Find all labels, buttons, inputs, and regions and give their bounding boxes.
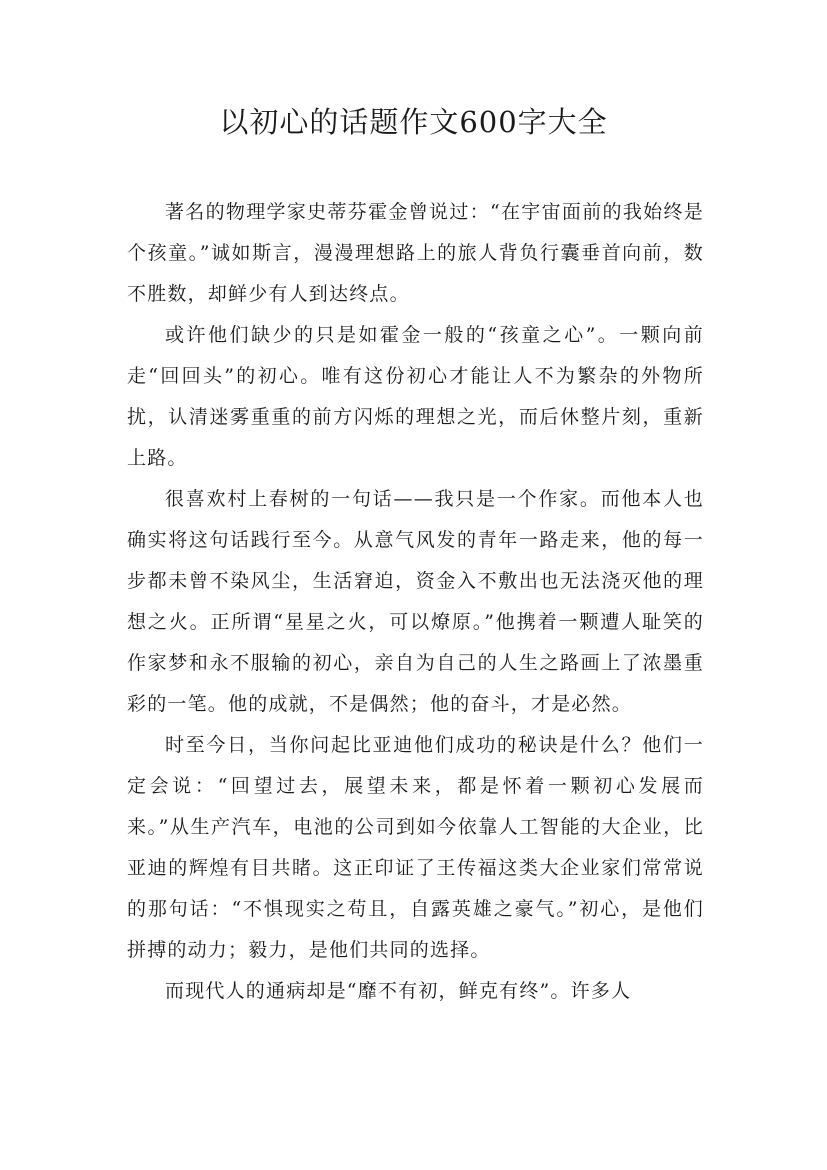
document-title: 以初心的话题作文600字大全 (219, 105, 608, 139)
document-body (127, 192, 704, 1012)
paragraph: 而现代人的通病却是“靡不有初，鲜克有终”。许多人 (165, 980, 632, 1002)
paragraph: 时至今日，当你问起比亚迪他们成功的秘诀是什么？他们一定会说：“回望过去，展望未来，都是怀着一颗初心发展而来。”从生产汽车，电池的公司到如今依靠人工智能的大企业，比亚迪的辉煌有目共睹。这正印证了王传福这类大企业家们常常说的那句话：“不惧现实之苟且，自露英雄之豪气。”初心，是他们拼搏的动力；毅力，是他们共同的选择。 (127, 734, 704, 961)
paragraph: 或许他们缺少的只是如霍金一般的“孩童之心”。一颗向前走“回回头”的初心。唯有这份初心才能让人不为繁杂的外物所扰，认清迷雾重重的前方闪烁的理想之光，而后休整片刻，重新上路。 (127, 324, 704, 469)
paragraph: 很喜欢村上春树的一句话——我只是一个作家。而他本人也确实将这句话践行至今。从意气风发的青年一路走来，他的每一步都未曾不染风尘，生活窘迫，资金入不敷出也无法浇灭他的理想之火。正所谓“星星之火，可以燎原。”他携着一颗遭人耻笑的作家梦和永不服输的初心，亲自为自己的人生之路画上了浓墨重彩的一笔。他的成就，不是偶然；他的奋斗，才是必然。 (127, 488, 704, 715)
paragraph: 著名的物理学家史蒂芬霍金曾说过：“在宇宙面前的我始终是个孩童。”诚如斯言，漫漫理想路上的旅人背负行囊垂首向前，数不胜数，却鲜少有人到达终点。 (127, 201, 704, 305)
